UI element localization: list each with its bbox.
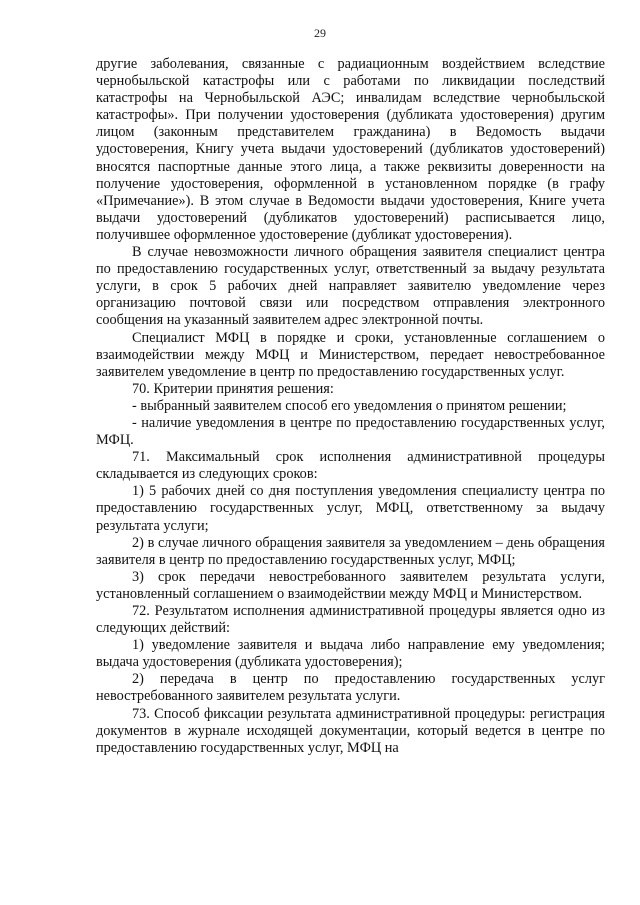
paragraph-72-item-1: 1) уведомление заявителя и выдача либо направление ему уведомления; выдача удостоверения (дубликата удостоверения); bbox=[96, 637, 605, 671]
page-number: 29 bbox=[314, 26, 326, 40]
paragraph-72-item-2: 2) передача в центр по предоставлению государственных услуг невостребованного заявителем результата услуги. bbox=[96, 671, 605, 705]
paragraph-70-item-1: - выбранный заявителем способ его уведомления о принятом решении; bbox=[132, 397, 567, 414]
paragraph-71-heading: 71. Максимальный срок исполнения административной процедуры складывается из следующих сроков: bbox=[96, 449, 605, 483]
paragraph-73: 73. Способ фиксации результата административной процедуры: регистрация документов в журнале исходящей документации, который ведется в центре по предоставлению государственных услуг, МФЦ на bbox=[96, 705, 605, 756]
document-body bbox=[96, 56, 605, 757]
paragraph-mfc-transfer: Специалист МФЦ в порядке и сроки, установленные соглашением о взаимодействии между МФЦ и Министерством, передает невостребованное заявителем уведомление в центр по предоставлению государственных услуг. bbox=[96, 329, 605, 380]
paragraph-70-heading: 70. Критерии принятия решения: bbox=[132, 380, 334, 397]
paragraph-71-item-1: 1) 5 рабочих дней со дня поступления уведомления специалисту центра по предоставлению государственных услуг, МФЦ, ответственному за выдачу результата услуги; bbox=[96, 483, 605, 534]
paragraph-notification-mail: В случае невозможности личного обращения заявителя специалист центра по предоставлению государственных услуг, ответственный за выдачу результата услуги, в срок 5 рабочих дней направляет заявителю уведомление через организацию почтовой связи или посредством отправления электронного сообщения на указанный заявителем адрес электронной почты. bbox=[96, 244, 605, 329]
paragraph-72-heading: 72. Результатом исполнения административной процедуры является одно из следующих действий: bbox=[96, 603, 605, 637]
paragraph-continuation: другие заболевания, связанные с радиационным воздействием вследствие чернобыльской катастрофы или с работами по ликвидации последствий катастрофы на Чернобыльской АЭС; инвалидам вследствие чернобыльской катастрофы». При получении удостоверения (дубликата удостоверения) другим лицом (законным представителем гражданина) в Ведомость выдачи удостоверения, Книгу учета выдачи удостоверений (дубликатов удостоверений) вносятся паспортные данные этого лица, а также реквизиты доверенности на получение удостоверения, оформленной в установленном порядке (в графу «Примечание»). В этом случае в Ведомости выдачи удостоверения, Книге учета выдачи удостоверений (дубликатов удостоверений) расписывается лицо, получившее оформленное удостоверение (дубликат удостоверения). bbox=[96, 56, 605, 243]
paragraph-70-item-2: - наличие уведомления в центре по предоставлению государственных услуг, МФЦ. bbox=[96, 414, 605, 449]
paragraph-71-item-2: 2) в случае личного обращения заявителя за уведомлением – день обращения заявителя в центр по предоставлению государственных услуг, МФЦ; bbox=[96, 534, 605, 568]
paragraph-71-item-3: 3) срок передачи невостребованного заявителем результата услуги, установленный соглашением о взаимодействии между МФЦ и Министерством. bbox=[96, 568, 605, 602]
